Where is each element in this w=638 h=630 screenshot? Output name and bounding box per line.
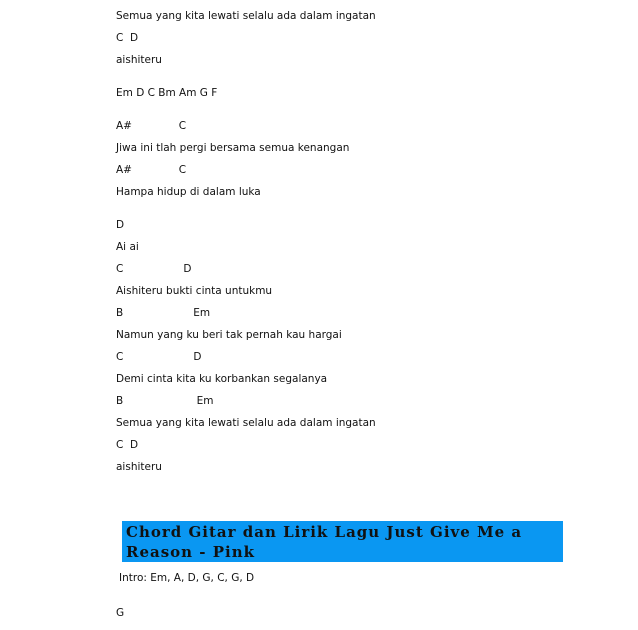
section-heading-block [122,521,563,562]
lyric-line: aishiteru [116,461,162,473]
section-heading: Chord Gitar dan Lirik Lagu Just Give Me a Reason - Pink [126,523,523,561]
chord-line: A# C [116,164,187,176]
lyric-line: Semua yang kita lewati selalu ada dalam ingatan [116,417,376,429]
chord-line: B Em [116,395,214,407]
chord-line: C D [116,351,202,363]
lyric-line: Semua yang kita lewati selalu ada dalam ingatan [116,10,376,22]
chord-line: A# C [116,120,187,132]
lyric-line: Namun yang ku beri tak pernah kau hargai [116,329,342,341]
lyric-line: Hampa hidup di dalam luka [116,186,261,198]
chord-line: G [116,607,125,619]
lyric-line: aishiteru [116,54,162,66]
chord-line: C D [116,32,139,44]
chord-line: Em D C Bm Am G F [116,87,218,99]
intro-chords: Intro: Em, A, D, G, C, G, D [119,572,255,584]
chord-line: D [116,219,125,231]
chord-line: B Em [116,307,211,319]
lyric-line: Ai ai [116,241,139,253]
lyric-line: Aishiteru bukti cinta untukmu [116,285,273,297]
lyric-line: Demi cinta kita ku korbankan segalanya [116,373,328,385]
chord-line: C D [116,439,139,451]
chord-line: C D [116,263,192,275]
lyric-line: Jiwa ini tlah pergi bersama semua kenangan [116,142,350,154]
